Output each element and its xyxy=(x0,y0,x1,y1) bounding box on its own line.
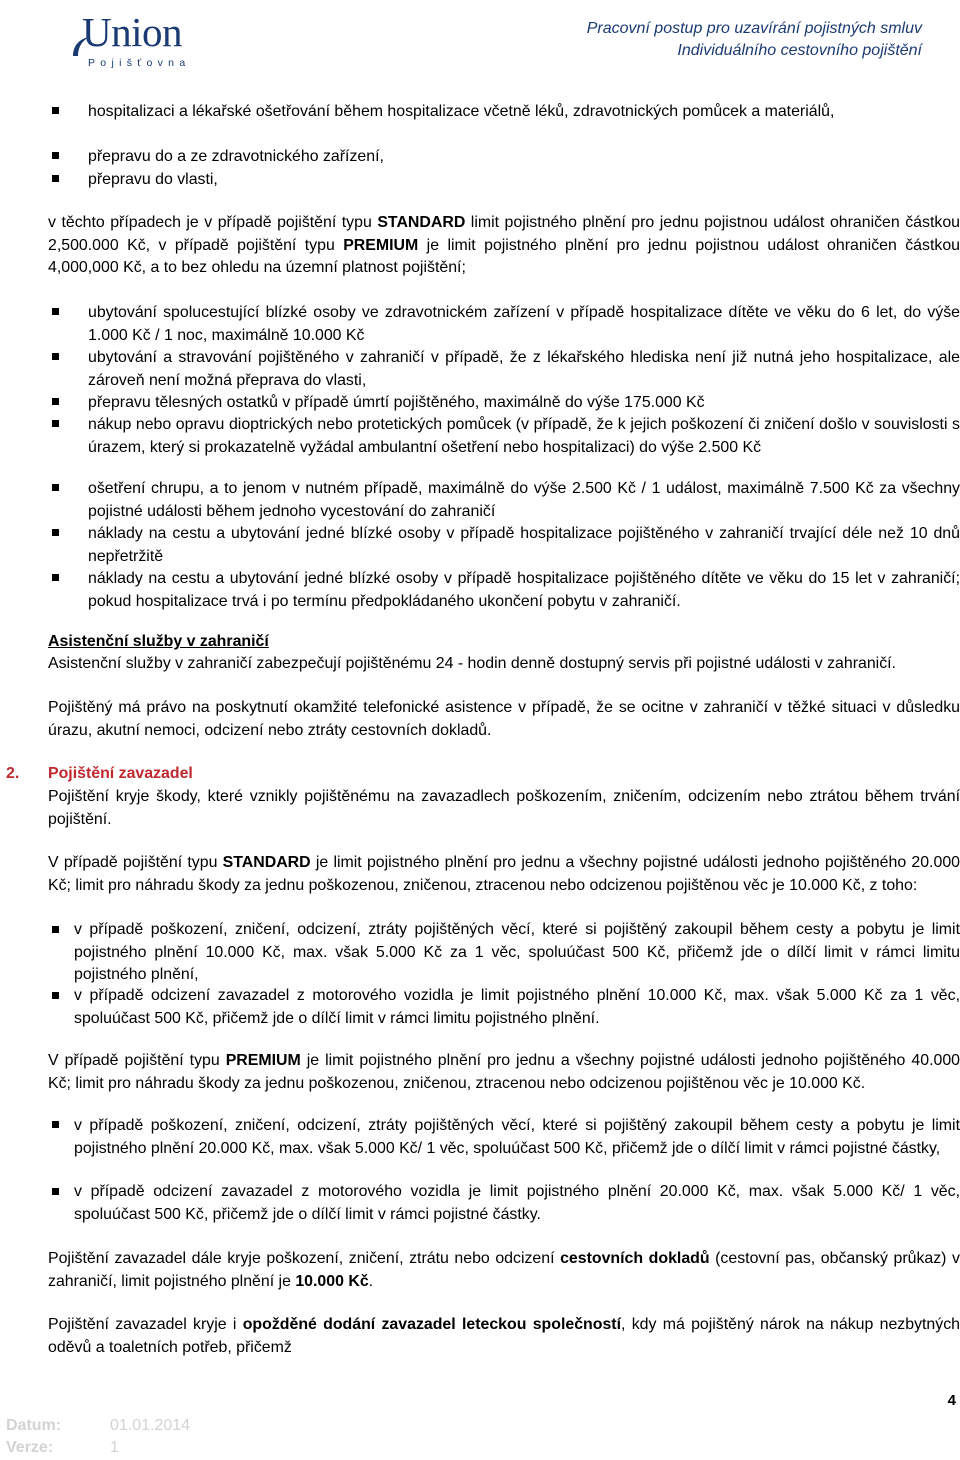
list-item: v případě odcizení zavazadel z motorového vozidla je limit pojistného plnění 20.000 Kč, max. však 5.000 Kč/ 1 věc, spoluúčast 500 Kč, přičemž jde o dílčí limit v rámci pojistné částky. xyxy=(74,1183,960,1223)
bullet-icon xyxy=(52,398,59,405)
bullet-icon xyxy=(52,574,59,581)
list-item: přepravu do vlasti, xyxy=(88,171,218,188)
list-item: v případě poškození, zničení, odcizení, ztráty pojištěných věcí, které si pojištěný zakoupil během cesty a pobytu je limit pojistného plnění 20.000 Kč, max. však 5.000 Kč/ 1 věc, spoluúčast 500 Kč, přičemž jde o dílčí limit v rámci pojistné částky, xyxy=(74,1117,960,1157)
section-intro: Pojištění kryje škody, které vznikly pojištěnému na zavazadlech poškozením, zničením, odcizením nebo ztrátou během trvání pojištění. xyxy=(48,788,960,828)
list-item: v případě poškození, zničení, odcizení, ztráty pojištěných věcí, které si pojištěný zakoupil během cesty a pobytu je limit pojistného plnění 10.000 Kč, max. však 5.000 Kč za 1 věc, spoluúčast 500 Kč, přičemž jde o dílčí limit v rámci limitu pojistného plnění, xyxy=(74,921,960,983)
list-item: přepravu tělesných ostatků v případě úmrtí pojištěného, maximálně do výše 175.000 Kč xyxy=(88,394,705,411)
bullet-icon xyxy=(52,1188,59,1195)
logo-wordmark: Union xyxy=(82,9,182,55)
section-heading: Pojištění zavazadel xyxy=(48,765,193,782)
union-logo xyxy=(68,8,198,70)
version-label: Verze: xyxy=(6,1439,54,1456)
list-item: náklady na cestu a ubytování jedné blízké osoby v případě hospitalizace pojištěného v zahraničí trvající déle než 10 dnů nepřetržitě xyxy=(88,525,960,565)
bullet-icon xyxy=(52,420,59,427)
bullet-icon xyxy=(52,926,59,933)
bullet-icon xyxy=(52,484,59,491)
premium-paragraph: V případě pojištění typu PREMIUM je limit pojistného plnění pro jednu a všechny pojistné události jednoho pojištěného 40.000 Kč; limit pro náhradu škody za jednu poškozenou, zničenou, ztracenou nebo odcizenou pojištěnou věc je 10.000 Kč. xyxy=(48,1052,960,1092)
bullet-icon xyxy=(52,1121,59,1128)
assistance-paragraph-2: Pojištěný má právo na poskytnutí okamžité telefonické asistence v případě, že se ocitne v zahraničí v těžké situaci v důsledku úrazu, akutní nemoci, odcizení nebo ztráty cestovních dokladů. xyxy=(48,699,960,739)
bullet-icon xyxy=(52,353,59,360)
bullet-icon xyxy=(52,152,59,159)
standard-label: STANDARD xyxy=(377,214,466,231)
bullet-icon xyxy=(52,529,59,536)
list-item: ubytování spolucestující blízké osoby ve zdravotnickém zařízení v případě hospitalizace dítěte ve věku do 6 let, do výše 1.000 Kč / 1 noc, maximálně 10.000 Kč xyxy=(88,304,960,344)
date-value: 01.01.2014 xyxy=(110,1417,191,1434)
list-item: hospitalizaci a lékařské ošetřování během hospitalizace včetně léků, zdravotnických pomůcek a materiálů, xyxy=(88,103,835,120)
limit-paragraph: v těchto případech je v případě pojištění typu STANDARD limit pojistného plnění pro jednu pojistnou událost ohraničen částkou 2,500.000 Kč, v případě pojištění typu PREMIUM je limit pojistného plnění pro jednu pojistnou událost ohraničen částkou 4,000,000 Kč, a to bez ohledu na územní platnost pojištění; xyxy=(48,214,960,276)
documents-paragraph: Pojištění zavazadel dále kryje poškození, zničení, ztrátu nebo odcizení cestovních dokladů (cestovní pas, občanský průkaz) v zahraničí, limit pojistného plnění je 10.000 Kč. xyxy=(48,1250,960,1290)
bullet-icon xyxy=(52,992,59,999)
list-item: v případě odcizení zavazadel z motorového vozidla je limit pojistného plnění 10.000 Kč, max. však 5.000 Kč za 1 věc, spoluúčast 500 Kč, přičemž jde o dílčí limit v rámci limitu pojistného plnění. xyxy=(74,987,960,1027)
date-label: Datum: xyxy=(6,1417,62,1434)
delay-paragraph: Pojištění zavazadel kryje i opožděné dodání zavazadel leteckou společností, kdy má pojištěný nárok na nákup nezbytných oděvů a toaletních potřeb, přičemž xyxy=(48,1316,960,1356)
list-item: ošetření chrupu, a to jenom v nutném případě, maximálně do výše 2.500 Kč / 1 událost, maximálně 7.500 Kč za všechny pojistné události během jednoho vycestování do zahraničí xyxy=(88,480,960,520)
logo-tagline: Pojišťovna xyxy=(88,57,191,69)
premium-label: PREMIUM xyxy=(343,236,419,254)
section-number: 2. xyxy=(6,765,20,782)
bullet-icon xyxy=(52,175,59,182)
document-title xyxy=(587,18,922,62)
assistance-paragraph-1: Asistenční služby v zahraničí zabezpečují pojištěnému 24 - hodin denně dostupný servis při pojistné události v zahraničí. xyxy=(48,655,896,672)
standard-paragraph: V případě pojištění typu STANDARD je limit pojistného plnění pro jednu a všechny pojistné události jednoho pojištěného 20.000 Kč; limit pro náhradu škody za jednu poškozenou, zničenou, ztracenou nebo odcizenou pojištěnou věc je 10.000 Kč, z toho: xyxy=(48,854,960,894)
list-item: přepravu do a ze zdravotnického zařízení, xyxy=(88,148,384,165)
document-title-line1: Pracovní postup pro uzavírání pojistných smluv xyxy=(586,20,922,37)
list-item: náklady na cestu a ubytování jedné blízké osoby v případě hospitalizace pojištěného dítěte ve věku do 15 let v zahraničí; pokud hospitalizace trvá i po termínu předpokládaného ukončení pobytu v zahraničí. xyxy=(88,570,960,610)
bullet-icon xyxy=(52,107,59,114)
document-title-line2: Individuálního cestovního pojištění xyxy=(677,42,922,59)
list-item: nákup nebo opravu dioptrických nebo protetických pomůcek (v případě, že k jejich poškození či zničení došlo v souvislosti s úrazem, který si prokazatelně vyžádal ambulantní ošetření nebo hospitalizaci) do výše 2.500 Kč xyxy=(88,416,960,456)
page-number: 4 xyxy=(947,1392,956,1409)
assistance-heading: Asistenční služby v zahraničí xyxy=(48,633,269,650)
bullet-icon xyxy=(52,308,59,315)
version-value: 1 xyxy=(110,1439,119,1456)
list-item: ubytování a stravování pojištěného v zahraničí v případě, že z lékařského hlediska není již nutná jeho hospitalizace, ale zároveň není možná přeprava do vlasti, xyxy=(88,349,960,389)
